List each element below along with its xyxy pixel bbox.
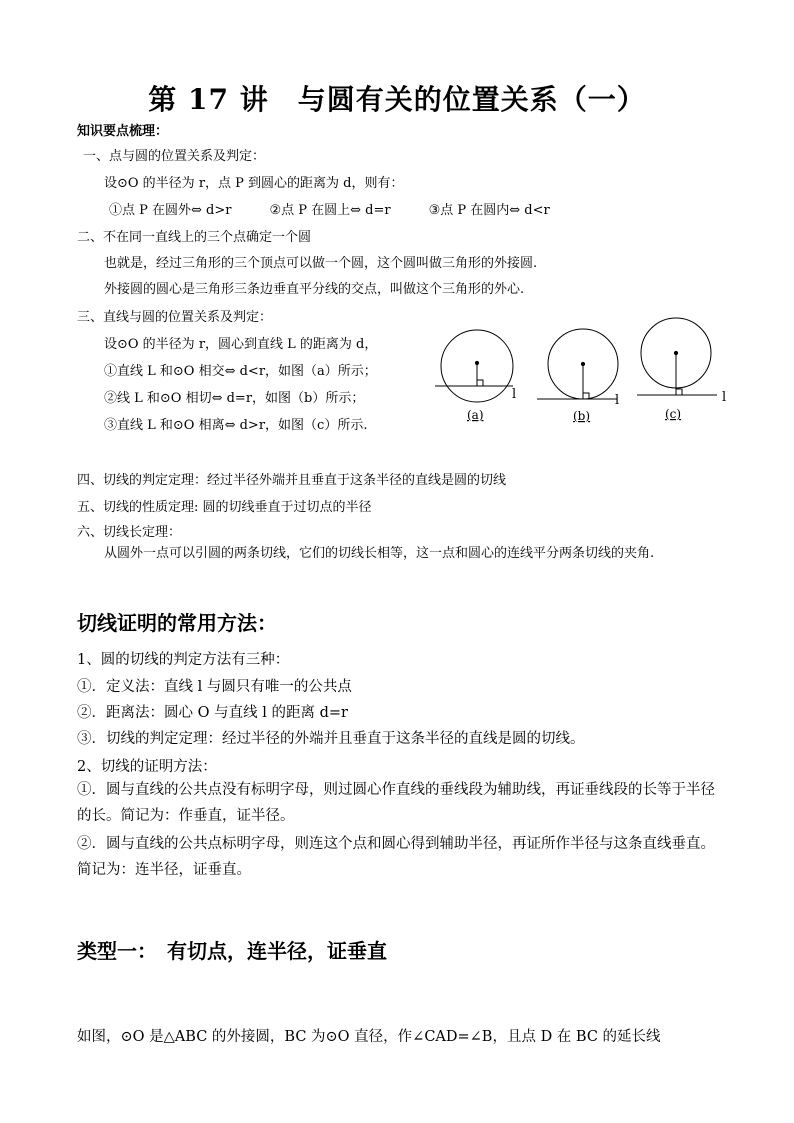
figure-a-line-label: l [512, 387, 517, 402]
s1-case-1: ①点 P 在圆外⇔ d>r [109, 203, 232, 218]
s1-case-3: ③点 P 在圆内⇔ d<r [428, 203, 550, 218]
figure-a-label: (a) [467, 408, 484, 422]
method-definition: ①．定义法：直线 l 与圆只有唯一的公共点 [77, 679, 352, 695]
figure-a [435, 330, 513, 402]
figure-c [637, 318, 717, 395]
method-distance: ②．距离法：圆心 O 与直线 l 的距离 d=r [77, 705, 348, 721]
s3-case-3: ③直线 L 和⊙O 相离⇔ d>r，如图（c）所示. [104, 418, 368, 433]
figure-c-line-label: l [722, 390, 727, 405]
line-circle-figures [425, 312, 745, 432]
s3-case-1: ①直线 L 和⊙O 相交⇔ d<r，如图（a）所示； [104, 364, 377, 379]
s2-line-1: 也就是，经过三角形的三个顶点可以做一个圆，这个圆叫做三角形的外接圆. [104, 256, 538, 271]
methods-p1: 1、圆的切线的判定方法有三种： [77, 652, 290, 668]
s6-heading: 六、切线长定理： [77, 525, 182, 540]
section-heading: 知识要点梳理： [77, 124, 169, 139]
s1-heading: 一、点与圆的位置关系及判定： [83, 149, 266, 164]
proof-way-2: ②．圆与直线的公共点标明字母，则连这个点和圆心得到辅助半径，再证所作半径与这条直线垂直。简记为：连半径，证垂直。 [77, 836, 715, 878]
page-title: 第 17 讲 与圆有关的位置关系（一） [148, 83, 646, 116]
methods-heading: 切线证明的常用方法： [77, 611, 277, 635]
methods-p2: 2、切线的证明方法： [77, 759, 217, 775]
s3-heading: 三、直线与圆的位置关系及判定： [77, 310, 273, 325]
type1-heading: 类型一： 有切点，连半径，证垂直 [77, 939, 387, 963]
figure-b-line-label: l [615, 393, 620, 408]
s3-case-2: ②线 L 和⊙O 相切⇔ d=r，如图（b）所示； [104, 391, 365, 406]
s4-text: 四、切线的判定定理：经过半径外端并且垂直于这条半径的直线是圆的切线 [77, 473, 507, 488]
type1-problem: 如图，⊙O 是△ABC 的外接圆，BC 为⊙O 直径，作∠CAD=∠B，且点 D 在 BC 的延长线 [77, 1029, 661, 1045]
s6-text: 从圆外一点可以引圆的两条切线，它们的切线长相等，这一点和圆心的连线平分两条切线的夹角. [104, 546, 655, 561]
s3-intro: 设⊙O 的半径为 r，圆心到直线 L 的距离为 d， [104, 337, 378, 352]
s1-case-2: ②点 P 在圆上⇔ d=r [269, 203, 391, 218]
s1-cases [109, 199, 550, 218]
s5-text: 五、切线的性质定理: 圆的切线垂直于过切点的半径 [77, 500, 372, 515]
s2-heading: 二、不在同一直线上的三个点确定一个圆 [77, 230, 312, 245]
method-theorem: ③．切线的判定定理：经过半径的外端并且垂直于这条半径的直线是圆的切线。 [77, 731, 585, 747]
s1-intro: 设⊙O 的半径为 r，点 P 到圆心的距离为 d，则有： [104, 176, 404, 191]
figure-b [537, 329, 618, 399]
proof-way-1: ①．圆与直线的公共点没有标明字母，则过圆心作直线的垂线段为辅助线，再证垂线段的长等于半径的长。简记为：作垂直，证半径。 [77, 782, 715, 824]
figure-b-label: (b) [573, 409, 591, 423]
figure-c-label: (c) [665, 407, 682, 421]
s2-line-2: 外接圆的圆心是三角形三条边垂直平分线的交点，叫做这个三角形的外心. [104, 282, 525, 297]
